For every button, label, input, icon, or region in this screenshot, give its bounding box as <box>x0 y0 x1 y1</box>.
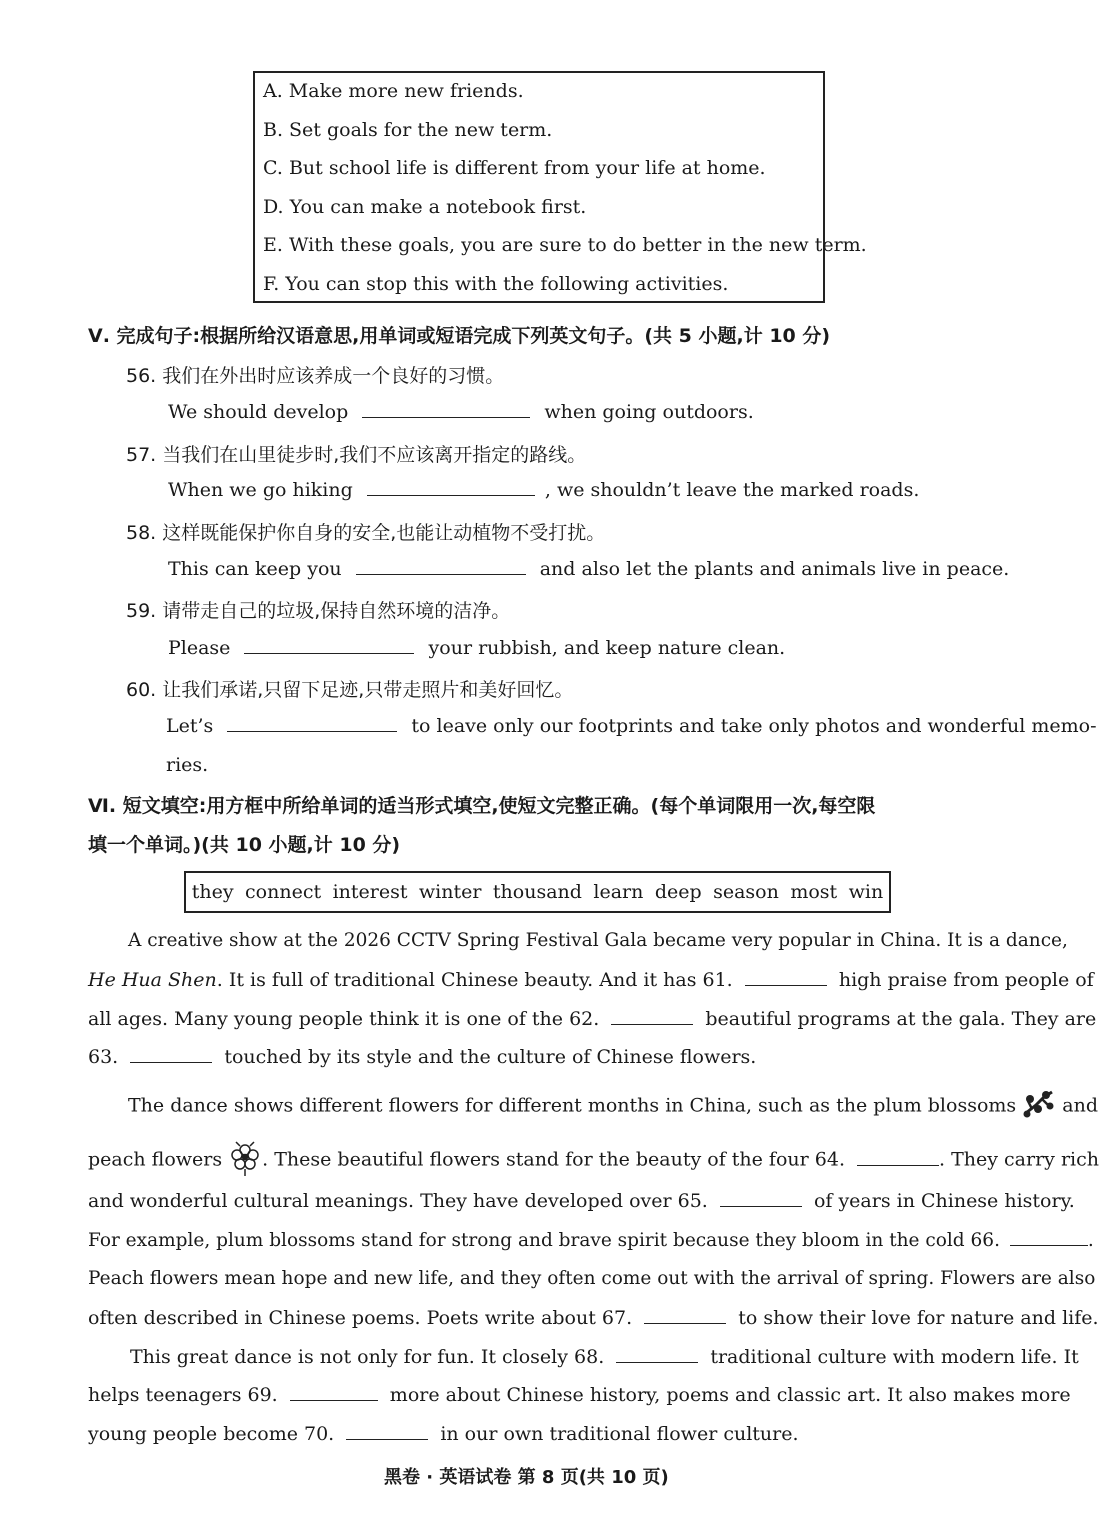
q60-chinese: 60. 让我们承诺,只留下足迹,只带走照片和美好回忆。 <box>126 679 574 701</box>
passage-text: of years in Chinese history. <box>813 1190 1075 1212</box>
q60-before: Let’s <box>166 715 214 737</box>
blank-70[interactable] <box>346 1423 428 1440</box>
word-bank-item: thousand <box>492 881 582 903</box>
passage-line-11 <box>130 1346 1079 1368</box>
section6-heading-line2: 填一个单词。)(共 10 小题,计 10 分) <box>88 834 401 856</box>
section6-heading-line1: Ⅵ. 短文填空:用方框中所给单词的适当形式填空,使短文完整正确。(每个单词限用一次,每空限 <box>88 795 876 817</box>
q60-after: to leave only our footprints and take only photos and wonderful memo- <box>411 715 1097 737</box>
passage-text: beautiful programs at the gala. They are <box>705 1008 1097 1030</box>
passage-text: and <box>1062 1094 1098 1117</box>
word-bank-box <box>184 871 891 913</box>
passage-text: often described in Chinese poems. Poets write about 67. <box>88 1307 633 1329</box>
passage-line-12 <box>88 1384 1071 1406</box>
q57-chinese: 57. 当我们在山里徒步时,我们不应该离开指定的路线。 <box>126 444 587 466</box>
word-bank-item: they <box>191 881 234 903</box>
peach-flower-icon <box>228 1138 262 1183</box>
passage-text: . It is full of traditional Chinese beauty. And it has 61. <box>216 969 733 991</box>
passage-line-7 <box>88 1190 1075 1212</box>
blank-69[interactable] <box>290 1384 378 1401</box>
q58-after: and also let the plants and animals live in peace. <box>539 558 1010 580</box>
blank-61[interactable] <box>745 969 827 986</box>
q56-sentence <box>168 401 754 423</box>
q60-continuation: ries. <box>166 754 209 776</box>
passage-line-4 <box>88 1046 756 1068</box>
blank-68[interactable] <box>616 1346 698 1363</box>
q59-blank[interactable] <box>244 637 414 654</box>
dance-title: He Hua Shen <box>88 969 217 991</box>
blank-63[interactable] <box>130 1046 212 1063</box>
q58-sentence <box>168 558 1009 580</box>
passage-line-2 <box>88 969 1094 991</box>
word-bank-item: winter <box>418 881 482 903</box>
blank-62[interactable] <box>611 1008 693 1025</box>
passage-line-3 <box>88 1008 1096 1030</box>
word-bank-item: learn <box>593 881 644 903</box>
q58-blank[interactable] <box>356 558 526 575</box>
option-c: C. But school life is different from your life at home. <box>263 157 766 179</box>
passage-text: 63. <box>88 1046 119 1068</box>
passage-line-13 <box>88 1423 799 1445</box>
word-bank-item: season <box>713 881 779 903</box>
q59-sentence <box>168 637 785 659</box>
passage-text: helps teenagers 69. <box>88 1384 278 1406</box>
passage-text: touched by its style and the culture of Chinese flowers. <box>224 1046 757 1068</box>
blank-64[interactable] <box>857 1149 939 1166</box>
option-e: E. With these goals, you are sure to do better in the new term. <box>263 234 867 256</box>
passage-line-10 <box>88 1307 1099 1329</box>
passage-text: more about Chinese history, poems and classic art. It also makes more <box>389 1384 1071 1406</box>
passage-text: The dance shows different flowers for different months in China, such as the plum blossoms <box>128 1094 1017 1117</box>
word-bank-item: win <box>848 881 884 903</box>
passage-text: . These beautiful flowers stand for the beauty of the four 64. <box>262 1148 845 1171</box>
option-b: B. Set goals for the new term. <box>263 119 553 141</box>
blank-66[interactable] <box>1010 1229 1088 1246</box>
q57-after: , we shouldn’t leave the marked roads. <box>544 479 920 501</box>
q59-chinese: 59. 请带走自己的垃圾,保持自然环境的洁净。 <box>126 600 511 622</box>
word-bank-item: deep <box>654 881 702 903</box>
q56-before: We should develop <box>168 401 349 423</box>
word-bank <box>186 873 889 911</box>
passage-line-8 <box>88 1229 1094 1251</box>
word-bank-item: connect <box>245 881 322 903</box>
q57-before: When we go hiking <box>168 479 353 501</box>
word-bank-item: interest <box>332 881 408 903</box>
passage-text: in our own traditional flower culture. <box>440 1423 799 1445</box>
q59-before: Please <box>168 637 231 659</box>
blank-67[interactable] <box>644 1307 726 1324</box>
blank-65[interactable] <box>720 1190 802 1207</box>
section5-heading: Ⅴ. 完成句子:根据所给汉语意思,用单词或短语完成下列英文句子。(共 5 小题,计 10 分) <box>88 325 831 347</box>
passage-text: young people become 70. <box>88 1423 335 1445</box>
plum-blossom-icon <box>1022 1089 1056 1124</box>
passage-text: high praise from people of <box>838 969 1094 991</box>
option-a: A. Make more new friends. <box>263 80 524 102</box>
q56-chinese: 56. 我们在外出时应该养成一个良好的习惯。 <box>126 365 505 387</box>
q57-blank[interactable] <box>367 479 535 496</box>
q57-sentence <box>168 479 919 501</box>
passage-text: . <box>1087 1230 1094 1251</box>
q56-after: when going outdoors. <box>544 401 754 423</box>
passage-line-5 <box>128 1089 1098 1124</box>
passage-text: peach flowers <box>88 1148 223 1171</box>
option-d: D. You can make a notebook first. <box>263 196 587 218</box>
q56-blank[interactable] <box>362 401 530 418</box>
q58-before: This can keep you <box>168 558 342 580</box>
option-f: F. You can stop this with the following activities. <box>263 273 729 295</box>
word-bank-item: most <box>790 881 838 903</box>
q60-blank[interactable] <box>227 715 397 732</box>
passage-text: all ages. Many young people think it is one of the 62. <box>88 1008 600 1030</box>
passage-text: traditional culture with modern life. It <box>710 1346 1079 1368</box>
passage-line-1: A creative show at the 2026 CCTV Spring Festival Gala became very popular in China. It is a dance, <box>128 930 1068 951</box>
passage-text: This great dance is not only for fun. It closely 68. <box>130 1346 605 1368</box>
q60-sentence <box>166 715 1097 737</box>
passage-text: to show their love for nature and life. <box>738 1307 1099 1329</box>
q59-after: your rubbish, and keep nature clean. <box>428 637 786 659</box>
passage-text: For example, plum blossoms stand for strong and brave spirit because they bloom in the cold 66. <box>88 1230 1000 1251</box>
passage-line-6 <box>88 1138 1099 1183</box>
page-footer: 黑卷 · 英语试卷 第 8 页(共 10 页) <box>384 1467 669 1488</box>
passage-text: and wonderful cultural meanings. They have developed over 65. <box>88 1190 708 1212</box>
options-box <box>253 71 825 303</box>
q58-chinese: 58. 这样既能保护你自身的安全,也能让动植物不受打扰。 <box>126 522 606 544</box>
passage-line-9: Peach flowers mean hope and new life, and they often come out with the arrival of spring. Flowers are also <box>88 1268 1096 1289</box>
passage-text: . They carry rich <box>939 1148 1099 1171</box>
